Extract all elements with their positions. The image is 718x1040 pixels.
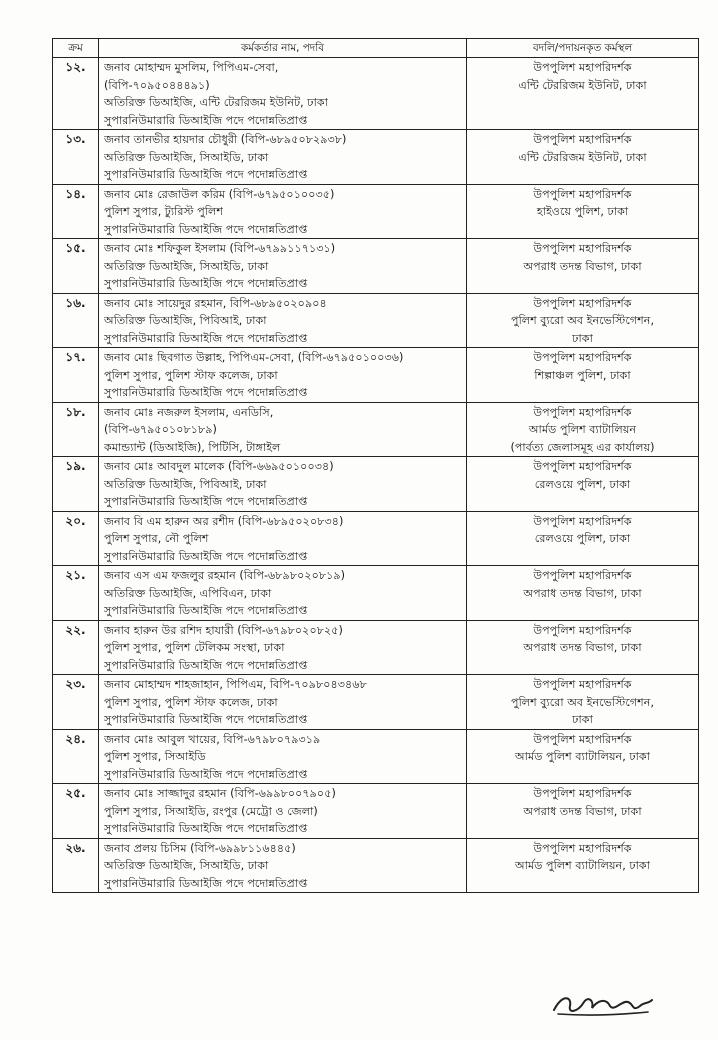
- table-body: [53, 58, 699, 893]
- posting-line: আর্মড পুলিশ ব্যাটালিয়ন, ঢাকা: [515, 750, 650, 763]
- posting-line: পুলিশ ব্যুরো অব ইনভেস্টিগেশন,: [510, 314, 655, 327]
- officer-cell: [99, 293, 467, 348]
- officer-line: পুলিশ সুপার, পুলিশ স্টাফ কলেজ, ঢাকা: [104, 695, 278, 709]
- posting-line: উপপুলিশ মহাপরিদর্শক: [533, 569, 632, 582]
- posting-line: ঢাকা: [572, 713, 593, 726]
- officer-line: পুলিশ সুপার, সিআইডি, রংপুর (মেট্রো ও জেলা): [104, 804, 318, 818]
- posting-line: উপপুলিশ মহাপরিদর্শক: [533, 514, 632, 528]
- serial-cell: ২১.: [53, 566, 99, 621]
- posting-line: উপপুলিশ মহাপরিদর্শক: [533, 296, 632, 310]
- serial-cell: ১২.: [53, 58, 99, 130]
- header-row: [53, 39, 699, 58]
- officer-line: সুপারনিউমারারি ডিআইজি পদে পদোন্নতিপ্রাপ্ত: [104, 767, 308, 781]
- officer-line: জনাব এস এম ফজলুর রহমান (বিপি-৬৮৯৮০২০৮১৯): [104, 569, 346, 582]
- posting-line: উপপুলিশ মহাপরিদর্শক: [533, 787, 632, 800]
- posting-line: অপরাধ তদন্ত বিভাগ, ঢাকা: [523, 259, 642, 273]
- officer-line: জনাব বি এম হারুন অর রশীদ (বিপি-৬৮৯৫০২০৮৩৪): [104, 514, 344, 528]
- posting-line: হাইওয়ে পুলিশ, ঢাকা: [536, 205, 629, 218]
- posting-cell: [467, 239, 699, 294]
- officer-line: সুপারনিউমারারি ডিআইজি পদে পদোন্নতিপ্রাপ্ত: [104, 386, 308, 399]
- header-officer: কর্মকর্তার নাম, পদবি: [99, 39, 467, 58]
- officer-line: পুলিশ সুপার, পুলিশ টেলিকম সংস্থা, ঢাকা: [104, 641, 285, 654]
- posting-cell: [467, 729, 699, 784]
- posting-cell: [467, 348, 699, 403]
- officer-line: অতিরিক্ত ডিআইজি, পিবিআই, ঢাকা: [104, 314, 267, 327]
- officer-line: জনাব হারুন উর রশিদ হাযারী (বিপি-৬৭৯৮০২০৮২৫): [104, 623, 343, 637]
- officer-line: অতিরিক্ত ডিআইজি, পিবিআই, ঢাকা: [104, 477, 267, 491]
- posting-line: শিল্পাঞ্চল পুলিশ, ঢাকা: [534, 368, 631, 382]
- serial-cell: ১৭.: [53, 348, 99, 403]
- posting-line: এন্টি টেররিজম ইউনিট, ঢাকা: [518, 78, 647, 92]
- officer-cell: [99, 511, 467, 566]
- officer-line: অতিরিক্ত ডিআইজি, সিআইডি, ঢাকা: [104, 259, 269, 273]
- officer-line: জনাব মোঃ ছিবগাত উল্লাহ, পিপিএম-সেবা, (বিপি-৬৭৯৫০১০০৩৬): [104, 351, 404, 364]
- officer-line: সুপারনিউমারারি ডিআইজি পদে পদোন্নতিপ্রাপ্ত: [104, 331, 308, 345]
- table-row: [53, 402, 699, 457]
- posting-cell: [467, 838, 699, 893]
- officer-line: জনাব মোঃ রেজাউল করিম (বিপি-৬৭৯৫০১০০৩৫): [104, 187, 335, 201]
- table-row: [53, 130, 699, 185]
- officer-line: জনাব মোহাম্মদ মুসলিম, পিপিএম-সেবা,: [104, 61, 279, 74]
- posting-cell: [467, 566, 699, 621]
- header-serial: ক্রম: [53, 39, 99, 58]
- serial-cell: ২৫.: [53, 784, 99, 839]
- officer-cell: [99, 675, 467, 730]
- posting-cell: [467, 58, 699, 130]
- table-row: [53, 58, 699, 130]
- posting-cell: [467, 130, 699, 185]
- posting-line: উপপুলিশ মহাপরিদর্শক: [533, 623, 632, 637]
- serial-cell: ২৪.: [53, 729, 99, 784]
- officer-line: জনাব তানভীর হায়দার চৌধুরী (বিপি-৬৮৯৫০৮২৯৩৮): [104, 133, 347, 146]
- posting-line: (পার্বত্য জেলাসমূহ এর কার্যালয়): [510, 440, 655, 454]
- officer-cell: [99, 130, 467, 185]
- posting-cell: [467, 675, 699, 730]
- officer-line: জনাব মোঃ আবুল খায়ের, বিপি-৬৭৯৮০৭৯৩১৯: [104, 732, 321, 746]
- table-row: [53, 838, 699, 893]
- posting-line: উপপুলিশ মহাপরিদর্শক: [533, 133, 632, 146]
- serial-cell: ১৬.: [53, 293, 99, 348]
- officer-cell: [99, 729, 467, 784]
- posting-line: উপপুলিশ মহাপরিদর্শক: [533, 460, 632, 473]
- table-row: [53, 293, 699, 348]
- officer-line: (বিপি-৬৭৯৫০১০৮১৮৯): [104, 423, 217, 436]
- posting-line: অপরাধ তদন্ত বিভাগ, ঢাকা: [523, 641, 642, 654]
- officer-line: সুপারনিউমারারি ডিআইজি পদে পদোন্নতিপ্রাপ্ত: [104, 822, 308, 835]
- posting-line: উপপুলিশ মহাপরিদর্শক: [533, 841, 632, 855]
- serial-cell: ২২.: [53, 620, 99, 675]
- posting-line: পুলিশ ব্যুরো অব ইনভেস্টিগেশন,: [510, 695, 655, 709]
- posting-line: উপপুলিশ মহাপরিদর্শক: [533, 61, 632, 74]
- officer-line: অতিরিক্ত ডিআইজি, এপিবিএন, ঢাকা: [104, 586, 272, 600]
- officer-cell: [99, 838, 467, 893]
- table-row: [53, 239, 699, 294]
- officer-line: অতিরিক্ত ডিআইজি, এন্টি টেররিজম ইউনিট, ঢাকা: [104, 96, 328, 109]
- serial-cell: ২৬.: [53, 838, 99, 893]
- posting-line: অপরাধ তদন্ত বিভাগ, ঢাকা: [523, 804, 642, 818]
- officer-line: সুপারনিউমারারি ডিআইজি পদে পদোন্নতিপ্রাপ্ত: [104, 277, 308, 290]
- officer-cell: [99, 58, 467, 130]
- posting-cell: [467, 511, 699, 566]
- posting-line: আর্মড পুলিশ ব্যাটালিয়ন, ঢাকা: [515, 859, 650, 872]
- officer-line: জনাব প্রলয় চিসিম (বিপি-৬৯৯৮১১৬৪৪৫): [104, 841, 296, 855]
- posting-line: উপপুলিশ মহাপরিদর্শক: [533, 732, 632, 746]
- posting-cell: [467, 784, 699, 839]
- officer-line: সুপারনিউমারারি ডিআইজি পদে পদোন্নতিপ্রাপ্ত: [104, 876, 308, 890]
- table-row: [53, 348, 699, 403]
- posting-cell: [467, 457, 699, 512]
- officer-line: সুপারনিউমারারি ডিআইজি পদে পদোন্নতিপ্রাপ্ত: [104, 495, 308, 508]
- table-row: [53, 457, 699, 512]
- serial-cell: ২০.: [53, 511, 99, 566]
- officer-line: জনাব মোঃ সায়েদুর রহমান, বিপি-৬৮৯৫০২০৯০৪: [104, 296, 327, 310]
- officer-line: সুপারনিউমারারি ডিআইজি পদে পদোন্নতিপ্রাপ্ত: [104, 658, 308, 672]
- officer-line: জনাব মোঃ সাজ্জাদুর রহমান (বিপি-৬৯৯৮০০৭৯০৫): [104, 787, 336, 800]
- posting-cell: [467, 402, 699, 457]
- officer-cell: [99, 620, 467, 675]
- posting-line: রেলওয়ে পুলিশ, ঢাকা: [534, 477, 631, 491]
- officer-line: পুলিশ সুপার, সিআইডি: [104, 750, 206, 763]
- posting-line: উপপুলিশ মহাপরিদর্শক: [533, 187, 632, 201]
- officer-line: কমান্ড্যান্ট (ডিআইজি), পিটিসি, টাঙ্গাইল: [104, 440, 281, 454]
- serial-cell: ১৯.: [53, 457, 99, 512]
- officer-line: পুলিশ সুপার, পুলিশ স্টাফ কলেজ, ঢাকা: [104, 368, 278, 382]
- posting-cell: [467, 293, 699, 348]
- officer-cell: [99, 184, 467, 239]
- serial-cell: ২৩.: [53, 675, 99, 730]
- posting-line: উপপুলিশ মহাপরিদর্শক: [533, 678, 632, 691]
- posting-line: উপপুলিশ মহাপরিদর্শক: [533, 242, 632, 255]
- posting-line: উপপুলিশ মহাপরিদর্শক: [533, 351, 632, 364]
- officer-cell: [99, 566, 467, 621]
- posting-line: এন্টি টেররিজম ইউনিট, ঢাকা: [518, 150, 647, 164]
- officer-line: অতিরিক্ত ডিআইজি, সিআইডি, ঢাকা: [104, 859, 269, 872]
- posting-line: ঢাকা: [572, 331, 593, 345]
- officer-line: সুপারনিউমারারি ডিআইজি পদে পদোন্নতিপ্রাপ্ত: [104, 713, 308, 726]
- table-row: [53, 511, 699, 566]
- posting-line: আর্মড পুলিশ ব্যাটালিয়ন: [528, 423, 637, 436]
- signature-mark: [548, 990, 658, 1020]
- table-row: [53, 566, 699, 621]
- officer-line: সুপারনিউমারারি ডিআইজি পদে পদোন্নতিপ্রাপ্ত: [104, 549, 308, 563]
- officer-line: (বিপি-৭০৯৫০৪৪৪৯১): [104, 78, 210, 92]
- table-row: [53, 784, 699, 839]
- officer-line: জনাব মোঃ শফিকুল ইসলাম (বিপি-৬৭৯৯১১৭১৩১): [104, 242, 336, 255]
- officer-line: সুপারনিউমারারি ডিআইজি পদে পদোন্নতিপ্রাপ্ত: [104, 113, 308, 127]
- table-row: [53, 675, 699, 730]
- officer-line: সুপারনিউমারারি ডিআইজি পদে পদোন্নতিপ্রাপ্ত: [104, 222, 308, 236]
- header-posting: বদলি/পদায়নকৃত কর্মস্থল: [467, 39, 699, 58]
- posting-line: অপরাধ তদন্ত বিভাগ, ঢাকা: [523, 586, 642, 600]
- officer-cell: [99, 348, 467, 403]
- table-row: [53, 620, 699, 675]
- document-sheet: [52, 38, 698, 893]
- posting-line: উপপুলিশ মহাপরিদর্শক: [533, 405, 632, 419]
- officer-cell: [99, 457, 467, 512]
- officer-line: সুপারনিউমারারি ডিআইজি পদে পদোন্নতিপ্রাপ্ত: [104, 168, 308, 181]
- officer-line: জনাব মোহাম্মদ শাহজাহান, পিপিএম, বিপি-৭০৯৮০৪৩৪৬৮: [104, 678, 367, 691]
- officer-line: পুলিশ সুপার, ট্যুরিস্ট পুলিশ: [104, 205, 223, 218]
- table-row: [53, 184, 699, 239]
- serial-cell: ১৪.: [53, 184, 99, 239]
- officer-line: জনাব মোঃ আবদুল মালেক (বিপি-৬৬৯৫০১০০৩৪): [104, 460, 334, 473]
- officer-line: অতিরিক্ত ডিআইজি, সিআইডি, ঢাকা: [104, 150, 269, 164]
- table-row: [53, 729, 699, 784]
- transfer-table: [52, 38, 699, 893]
- posting-cell: [467, 184, 699, 239]
- serial-cell: ১৮.: [53, 402, 99, 457]
- officer-cell: [99, 402, 467, 457]
- serial-cell: ১৩.: [53, 130, 99, 185]
- officer-cell: [99, 784, 467, 839]
- officer-cell: [99, 239, 467, 294]
- posting-cell: [467, 620, 699, 675]
- posting-line: রেলওয়ে পুলিশ, ঢাকা: [534, 532, 631, 545]
- officer-line: জনাব মোঃ নজরুল ইসলাম, এনডিসি,: [104, 405, 274, 419]
- serial-cell: ১৫.: [53, 239, 99, 294]
- officer-line: পুলিশ সুপার, নৌ পুলিশ: [104, 532, 209, 545]
- officer-line: সুপারনিউমারারি ডিআইজি পদে পদোন্নতিপ্রাপ্ত: [104, 604, 308, 617]
